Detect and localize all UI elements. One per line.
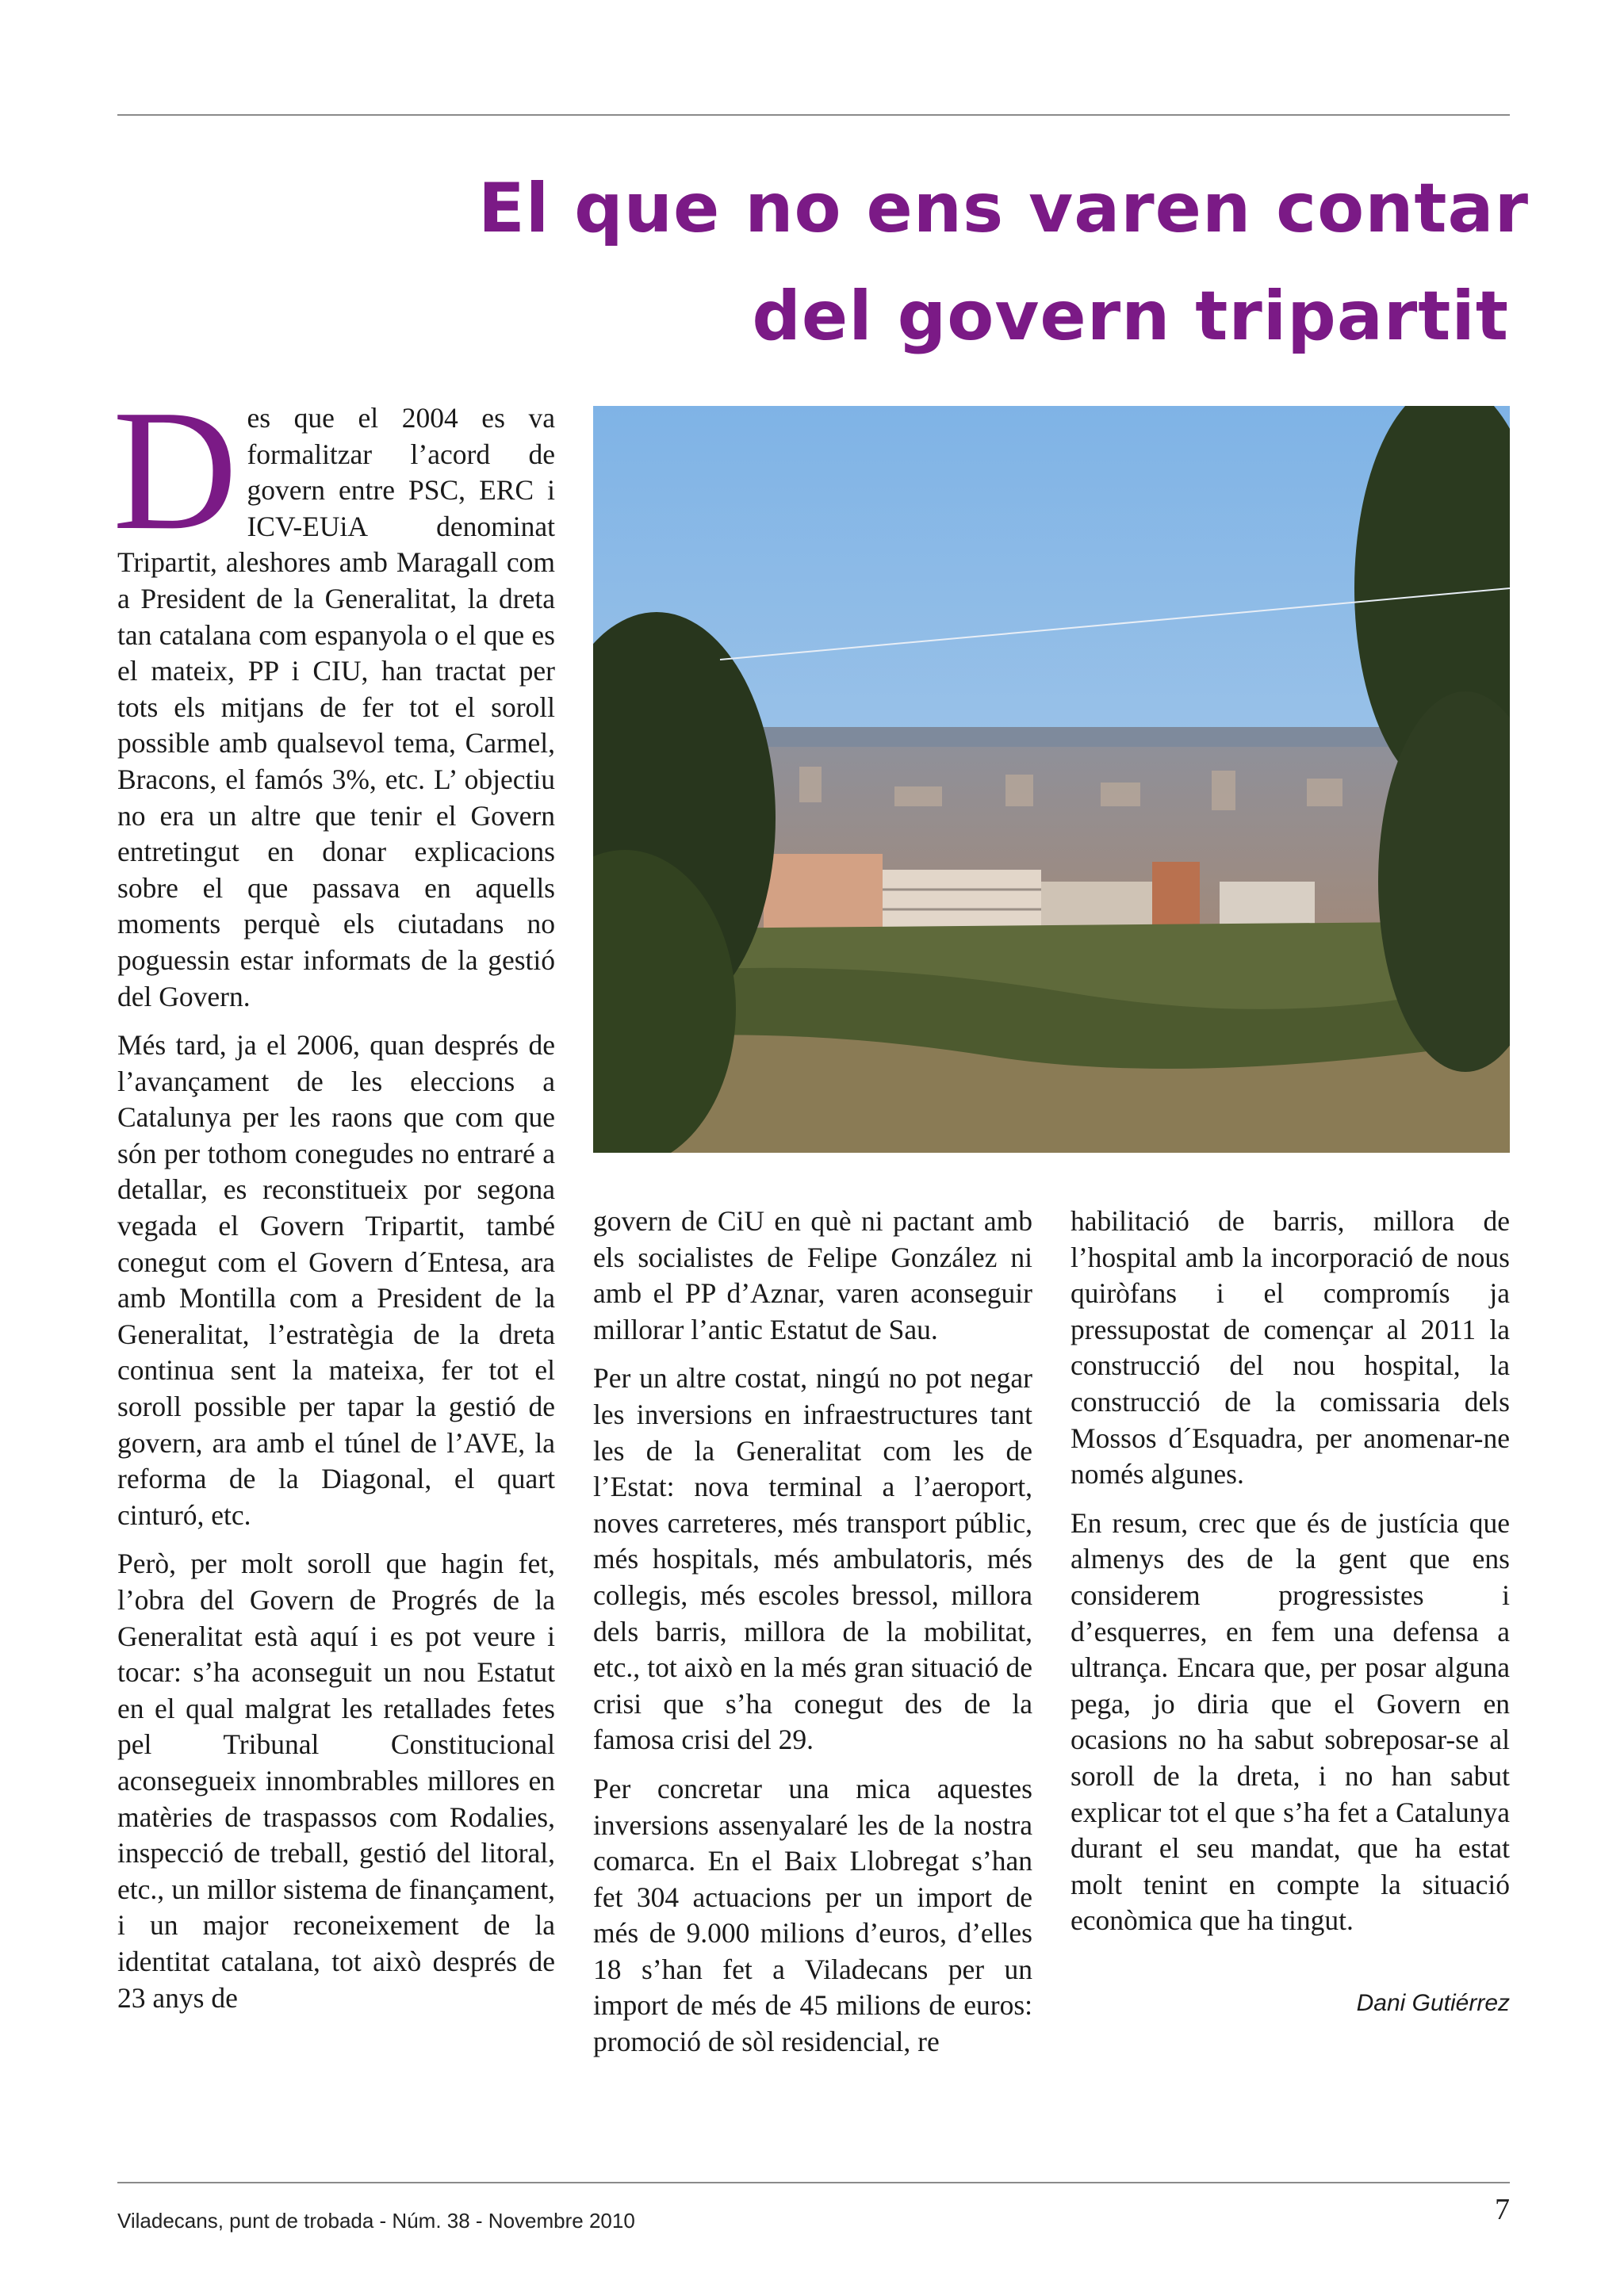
paragraph: govern de CiU en què ni pactant amb els socialistes de Felipe González ni amb el PP d’Aznar, varen aconseguir millorar l’antic Estatut de Sau.: [593, 1205, 1032, 1345]
paragraph: habilitació de barris, millora de l’hospital amb la incorporació de nous quiròfans i el compromís ja pressupostat de començar al 2011 la construcció del nou hospital, la construcció de la comissaria dels Mossos d´Esquadra, per anomenar-ne només algunes.: [1071, 1205, 1510, 1490]
paragraph: [113, 375, 555, 1015]
bottom-rule: [117, 2182, 1510, 2183]
top-rule: [117, 114, 1510, 116]
city-panorama-photo: [593, 406, 1510, 1153]
title-line-2: del govern tripartit: [752, 277, 1509, 356]
paragraph: Més tard, ja el 2006, quan després de l’avançament de les eleccions a Catalunya per les raons que com que són per tothom conegudes no entraré a detallar, es reconstitueix por segona vegada el Govern Tripartit, també conegut com el Govern d´Entesa, ara amb Montilla com a President de la Generalitat, l’estratègia de la dreta continua sent la mateixa, fer tot el soroll possible per tapar la gestió de govern, ara amb el túnel de l’AVE, la reforma de la Diagonal, el quart cinturó, etc.: [117, 1029, 555, 1531]
title-line-1: El que no ens varen contar: [478, 169, 1529, 248]
paragraph-text: es que el 2004 es va formalitzar l’acord de govern entre PSC, ERC i ICV-EUiA denominat Tripartit, aleshores amb Maragall com a President de la Generalitat, la dreta tan catalana com espanyola o el que es el mateix, PP i CIU, han tractat per tots els mitjans de fer tot el soroll possible amb qualsevol tema, Carmel, Bracons, el famós 3%, etc. L’ objectiu no era un altre que tenir el Govern entretingut en donar explicacions sobre el que passava en aquells moments perquè els ciutadans no poguessin estar informats de la gestió del Govern.: [117, 402, 555, 1012]
paragraph: Per un altre costat, ningú no pot negar les inversions en infraestructures tant les de la Generalitat com les de l’Estat: nova terminal a l’aeroport, noves carreteres, més transport públic, més hospitals, més ambulatoris, més collegis, més escoles bressol, millora dels barris, millora de la mobilitat, etc., tot això en la més gran situació de crisi que s’ha conegut des de la famosa crisi del 29.: [593, 1362, 1032, 1756]
paragraph: En resum, crec que és de justícia que almenys des de la gent que ens considerem progressistes i d’esquerres, en fem una defensa a ultrança. Encara que, per posar alguna pega, jo diria que el Govern en ocasions no ha sabut sobreposar-se al soroll de la dreta, i no han sabut explicar tot el que s’ha fet a Catalunya durant el seu mandat, que ha estat molt tenint en compte la situació econòmica que ha tingut.: [1071, 1506, 1510, 1937]
page-number: 7: [1495, 2193, 1510, 2226]
author-signature: Dani Gutiérrez: [1356, 1990, 1510, 2016]
photo-illustration: [593, 406, 1510, 1153]
footer-publication: Viladecans, punt de trobada - Núm. 38 - Novembre 2010: [117, 2209, 635, 2233]
drop-cap: D: [113, 375, 238, 566]
paragraph: Per concretar una mica aquestes inversions assenyalaré les de la nostra comarca. En el Baix Llobregat s’han fet 304 actuacions per un import de més de 9.000 milions d’euros, d’elles 18 s’han fet a Viladecans per un import de més de 45 milions de euros: promoció de sòl residencial, re: [593, 1772, 1032, 2058]
article-column-2: [593, 1203, 1032, 2073]
article-title: [478, 155, 1529, 370]
article-column-1: [113, 375, 555, 2029]
paragraph: Però, per molt soroll que hagin fet, l’obra del Govern de Progrés de la Generalitat està aquí i es pot veure i tocar: s’ha aconseguit un nou Estatut en el qual malgrat les retallades fetes pel Tribunal Constitucional aconsegueix innombrables millores en matèries de traspassos com Rodalies, inspecció de treball, gestió del litoral, etc., un millor sistema de finançament, i un major reconeixement de la identitat catalana, tot això després de 23 anys de: [117, 1548, 555, 2014]
article-column-3: [1071, 1203, 1510, 1952]
